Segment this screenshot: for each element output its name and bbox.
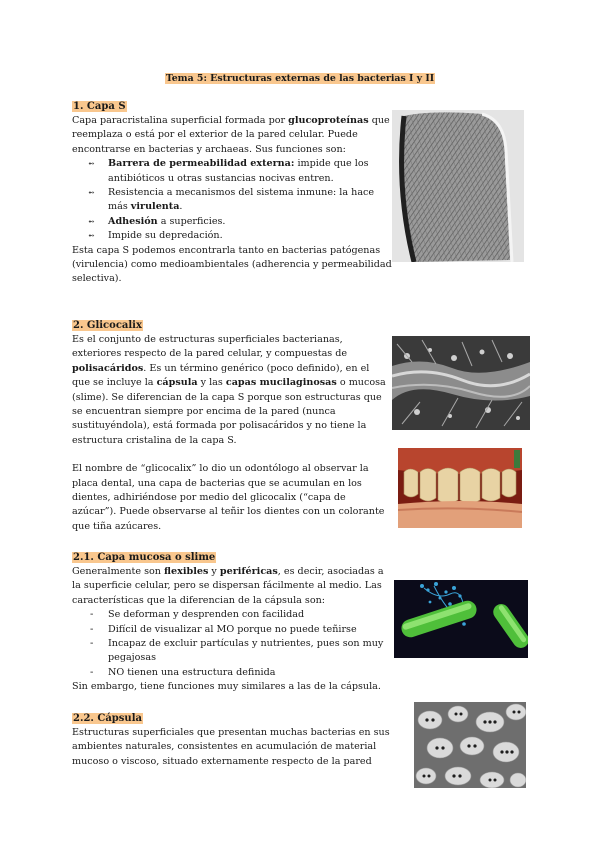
dash-bullet-icon: - <box>90 609 94 621</box>
capsula-description: Estructuras superficiales que presentan muchas bacterias en sus ambientes naturales, consistentes en acumulación de material mucoso o viscoso, situado externamente respecto de la pared <box>72 727 390 767</box>
list-item: - NO tienen una estructura definida <box>72 666 394 680</box>
dental-plaque-photo-image <box>398 448 522 528</box>
capa-s-closing: Esta capa S podemos encontrarla tanto en bacterias patógenas (virulencia) como medioambientales (adherencia y permeabilidad selectiva). <box>72 244 392 285</box>
capa-s-functions-list <box>72 157 392 243</box>
list-item: - Difícil de visualizar al MO porque no puede teñirse <box>72 623 394 637</box>
document-title <box>150 72 450 85</box>
section-glicocalix <box>72 319 388 534</box>
capsule-stain-image <box>414 702 526 788</box>
section-capsula <box>72 712 394 769</box>
s-layer-micrograph-image <box>392 110 524 262</box>
capa-s-intro: Capa paracristalina superficial formada por glucoproteínas que reemplaza o está por el exterior de la pared celular. Puede encontrarse en bacterias y archaeas. Sus funciones son: <box>72 115 390 155</box>
arrow-bullet-icon: ➻ <box>88 216 95 226</box>
section-heading-capa-mucosa: 2.1. Capa mucosa o slime <box>73 552 216 563</box>
capa-mucosa-closing: Sin embargo, tiene funciones muy similares a las de la cápsula. <box>72 681 381 693</box>
dash-bullet-icon: - <box>90 638 94 650</box>
list-item: ➻ Barrera de permeabilidad externa: impide que los antibióticos u otras sustancias nocivas entren. <box>88 158 369 184</box>
list-item: ➻ Impide su depredación. <box>72 229 392 243</box>
list-item: ➻ Adhesión a superficies. <box>72 215 392 229</box>
dash-bullet-icon: - <box>90 623 94 635</box>
list-item: - Incapaz de excluir partículas y nutrientes, pues son muy pegajosas <box>90 638 384 664</box>
section-heading-glicocalix: 2. Glicocalix <box>73 320 142 331</box>
capa-mucosa-intro: Generalmente son flexibles y periféricas, es decir, asociadas a la superficie celular, pero se dispersan fácilmente al medio. Las características que la diferencian de la cápsula son: <box>72 566 384 606</box>
arrow-bullet-icon: ➻ <box>88 231 95 241</box>
arrow-bullet-icon: ➻ <box>88 159 95 169</box>
section-heading-capsula: 2.2. Cápsula <box>73 713 142 724</box>
list-item: - Se deforman y desprenden con facilidad <box>72 608 394 622</box>
capa-mucosa-differences-list <box>72 608 394 680</box>
document-title-text: Tema 5: Estructuras externas de las bacterias I y II <box>165 73 435 84</box>
arrow-bullet-icon: ➻ <box>88 188 95 198</box>
glycocalyx-micrograph-image <box>392 336 530 430</box>
section-capa-s <box>72 100 392 287</box>
section-capa-mucosa <box>72 551 394 695</box>
dash-bullet-icon: - <box>90 666 94 678</box>
glicocalix-definition: Es el conjunto de estructuras superficiales bacterianas, exteriores respecto de la pared celular, y compuestas de polisacáridos. Es un término genérico (poco definido), en el que se incluye la cápsula y las capas mucilaginosas o mucosa (slime). Se diferencian de la capa S porque son estructuras que se encuentran siempre por encima de la pared (nunca sustituyéndola), está formada por polisacáridos y no tiene la estructura cristalina de la capa S. <box>72 334 386 446</box>
slime-layer-bacteria-image <box>394 580 528 658</box>
section-heading-capa-s: 1. Capa S <box>73 101 126 112</box>
list-item: ➻ Resistencia a mecanismos del sistema inmune: la hace más virulenta. <box>88 187 375 213</box>
glicocalix-origin-paragraph: El nombre de “glicocalix” lo dio un odontólogo al observar la placa dental, una capa de bacterias que se acumulan en los dientes, adhiriéndose por medio del glicocalix (“capa de azúcar”). Puede observarse al teñir los dientes con un colorante que tiña azúcares. <box>72 463 385 532</box>
